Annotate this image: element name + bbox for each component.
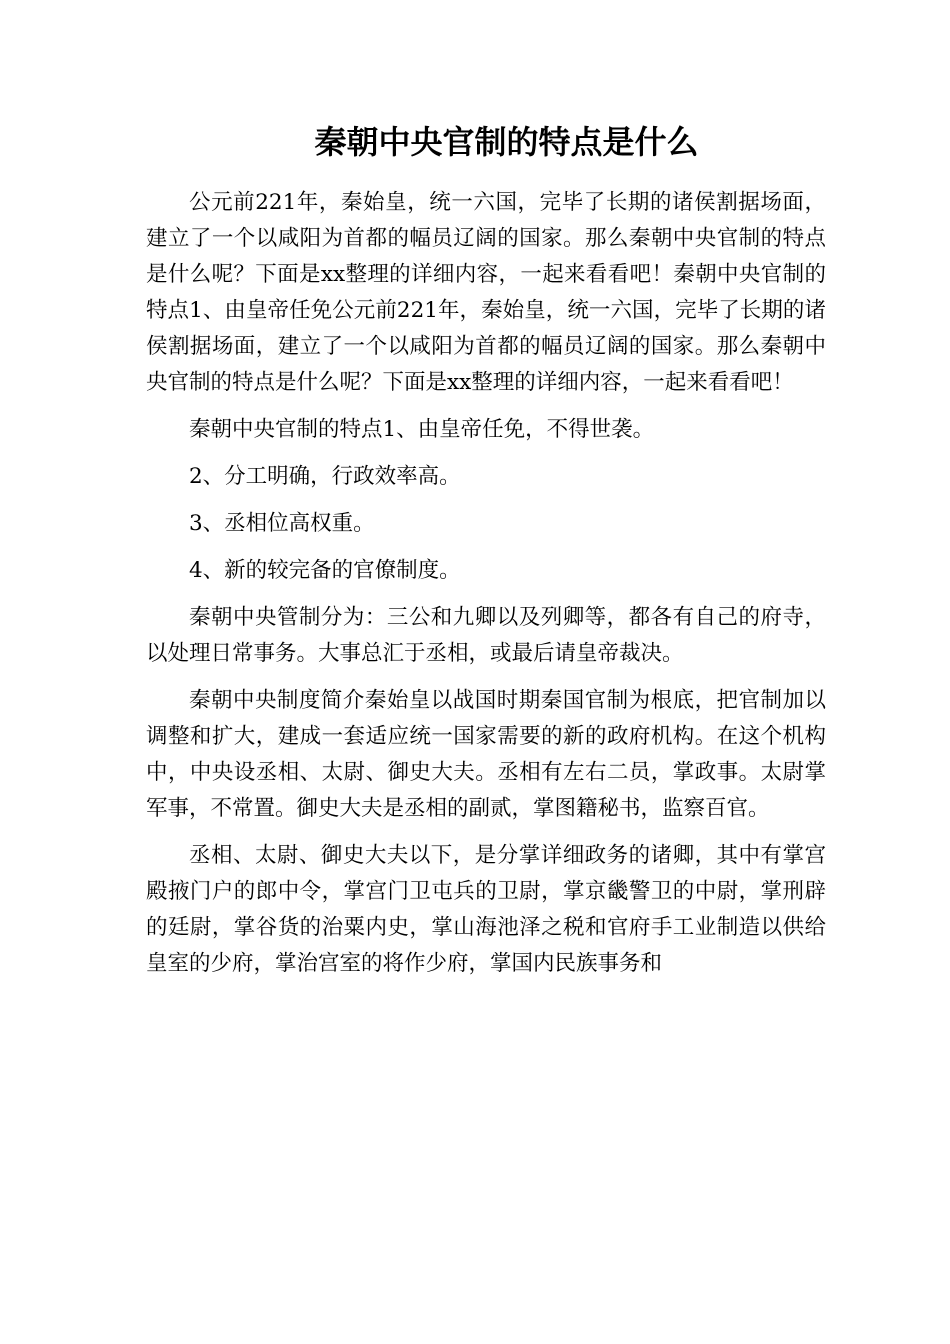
document-body xyxy=(146,185,826,982)
paragraph: 秦朝中央制度简介秦始皇以战国时期秦国官制为根底，把官制加以调整和扩大，建成一套适应统一国家需要的新的政府机构。在这个机构中，中央设丞相、太尉、御史大夫。丞相有左右二员，掌政事。太尉掌军事，不常置。御史大夫是丞相的副贰，掌图籍秘书，监察百官。 xyxy=(146,688,826,821)
paragraph: 秦朝中央官制的特点1、由皇帝任免，不得世袭。 xyxy=(189,417,655,442)
paragraph: 2、分工明确，行政效率高。 xyxy=(189,464,461,489)
paragraph: 丞相、太尉、御史大夫以下，是分掌详细政务的诸卿，其中有掌宫殿掖门户的郎中令，掌宫门卫屯兵的卫尉，掌京畿警卫的中尉，掌刑辟的廷尉，掌谷货的治粟内史，掌山海池泽之税和官府手工业制造以供给皇室的少府，掌治宫室的将作少府，掌国内民族事务和 xyxy=(146,843,826,976)
paragraph: 公元前221年，秦始皇，统一六国，完毕了长期的诸侯割据场面，建立了一个以咸阳为首都的幅员辽阔的国家。那么秦朝中央官制的特点是什么呢？下面是xx整理的详细内容，一起来看看吧！秦朝中央官制的特点1、由皇帝任免公元前221年，秦始皇，统一六国，完毕了长期的诸侯割据场面，建立了一个以咸阳为首都的幅员辽阔的国家。那么秦朝中央官制的特点是什么呢？下面是xx整理的详细内容，一起来看看吧！ xyxy=(146,190,826,395)
paragraph: 3、丞相位高权重。 xyxy=(189,511,375,536)
paragraph: 秦朝中央管制分为：三公和九卿以及列卿等，都各有自己的府寺，以处理日常事务。大事总汇于丞相，或最后请皇帝裁决。 xyxy=(146,605,826,666)
document-title: 秦朝中央官制的特点是什么 xyxy=(314,123,699,161)
paragraph: 4、新的较完备的官僚制度。 xyxy=(189,558,461,583)
